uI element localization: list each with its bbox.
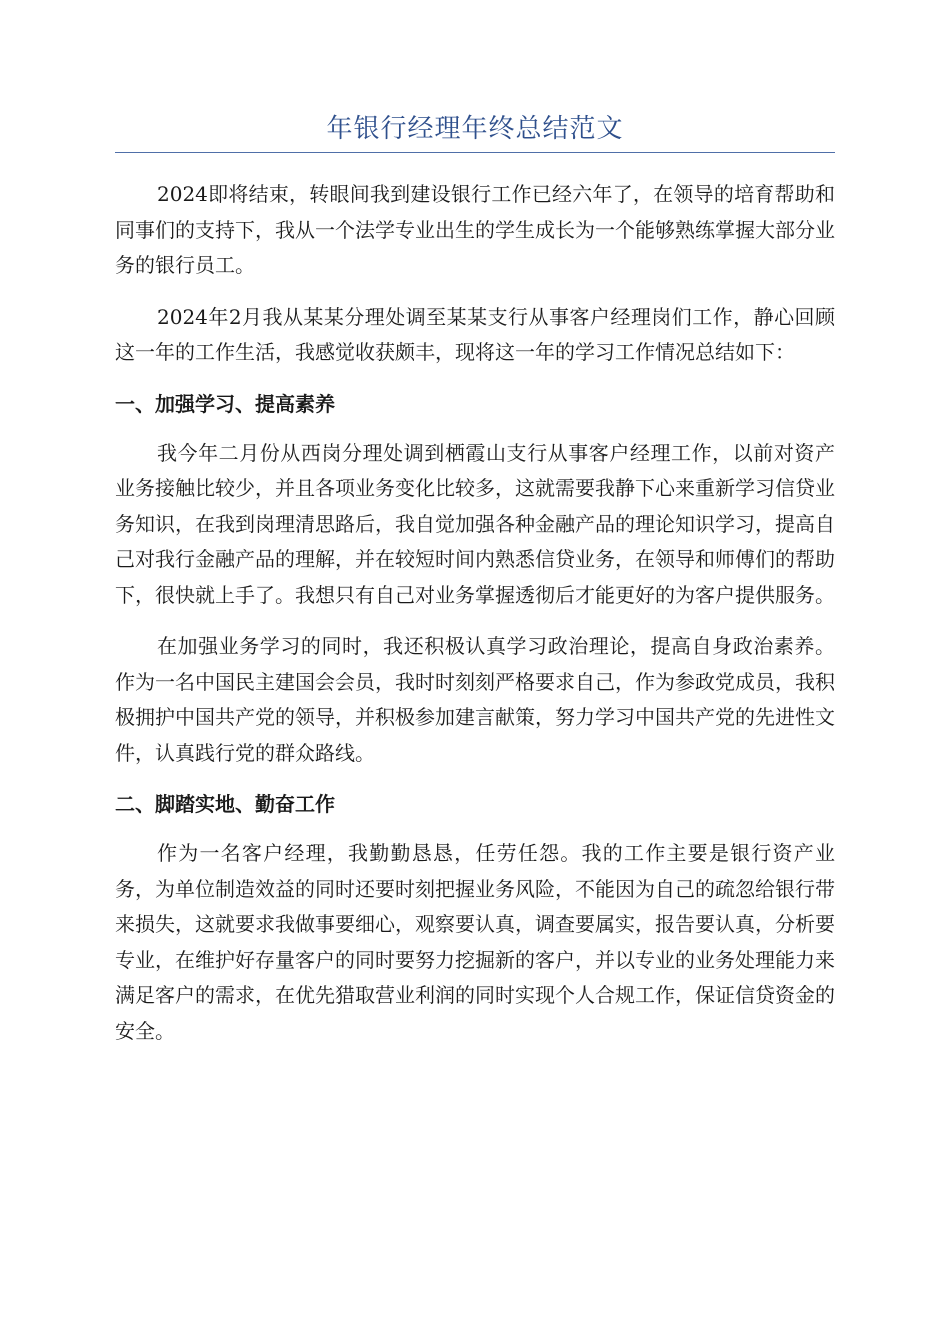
section-2-paragraph-1: 作为一名客户经理，我勤勤恳恳，任劳任怨。我的工作主要是银行资产业务，为单位制造效益的同时还要时刻把握业务风险，不能因为自己的疏忽给银行带来损失，这就要求我做事要细心，观察要认真，调查要属实，报告要认真，分析要专业，在维护好存量客户的同时要努力挖掘新的客户，并以专业的业务处理能力来满足客户的需求，在优先猎取营业利润的同时实现个人合规工作，保证信贷资金的安全。 [115, 841, 835, 1043]
document-page [115, 112, 835, 1049]
intro-paragraph-2: 2024年2月我从某某分理处调至某某支行从事客户经理岗们工作，静心回顾这一年的工作生活，我感觉收获颇丰，现将这一年的学习工作情况总结如下： [115, 304, 835, 364]
document-title: 年银行经理年终总结范文 [326, 114, 624, 144]
section-1-paragraph-1: 我今年二月份从西岗分理处调到栖霞山支行从事客户经理工作，以前对资产业务接触比较少，并且各项业务变化比较多，这就需要我静下心来重新学习信贷业务知识，在我到岗理清思路后，我自觉加强各种金融产品的理论知识学习，提高自己对我行金融产品的理解，并在较短时间内熟悉信贷业务，在领导和师傅们的帮助下，很快就上手了。我想只有自己对业务掌握透彻后才能更好的为客户提供服务。 [115, 440, 835, 607]
intro-paragraph-1: 2024即将结束，转眼间我到建设银行工作已经六年了，在领导的培育帮助和同事们的支持下，我从一个法学专业出生的学生成长为一个能够熟练掌握大部分业务的银行员工。 [115, 182, 835, 277]
section-2-heading: 二、脚踏实地、勤奋工作 [115, 792, 335, 816]
section-1-heading: 一、加强学习、提高素养 [115, 391, 335, 416]
title-block [115, 112, 835, 153]
section-1-paragraph-2: 在加强业务学习的同时，我还积极认真学习政治理论，提高自身政治素养。作为一名中国民主建国会会员，我时时刻刻严格要求自己，作为参政党成员，我积极拥护中国共产党的领导，并积极参加建言献策，努力学习中国共产党的先进性文件，认真践行党的群众路线。 [115, 634, 835, 765]
